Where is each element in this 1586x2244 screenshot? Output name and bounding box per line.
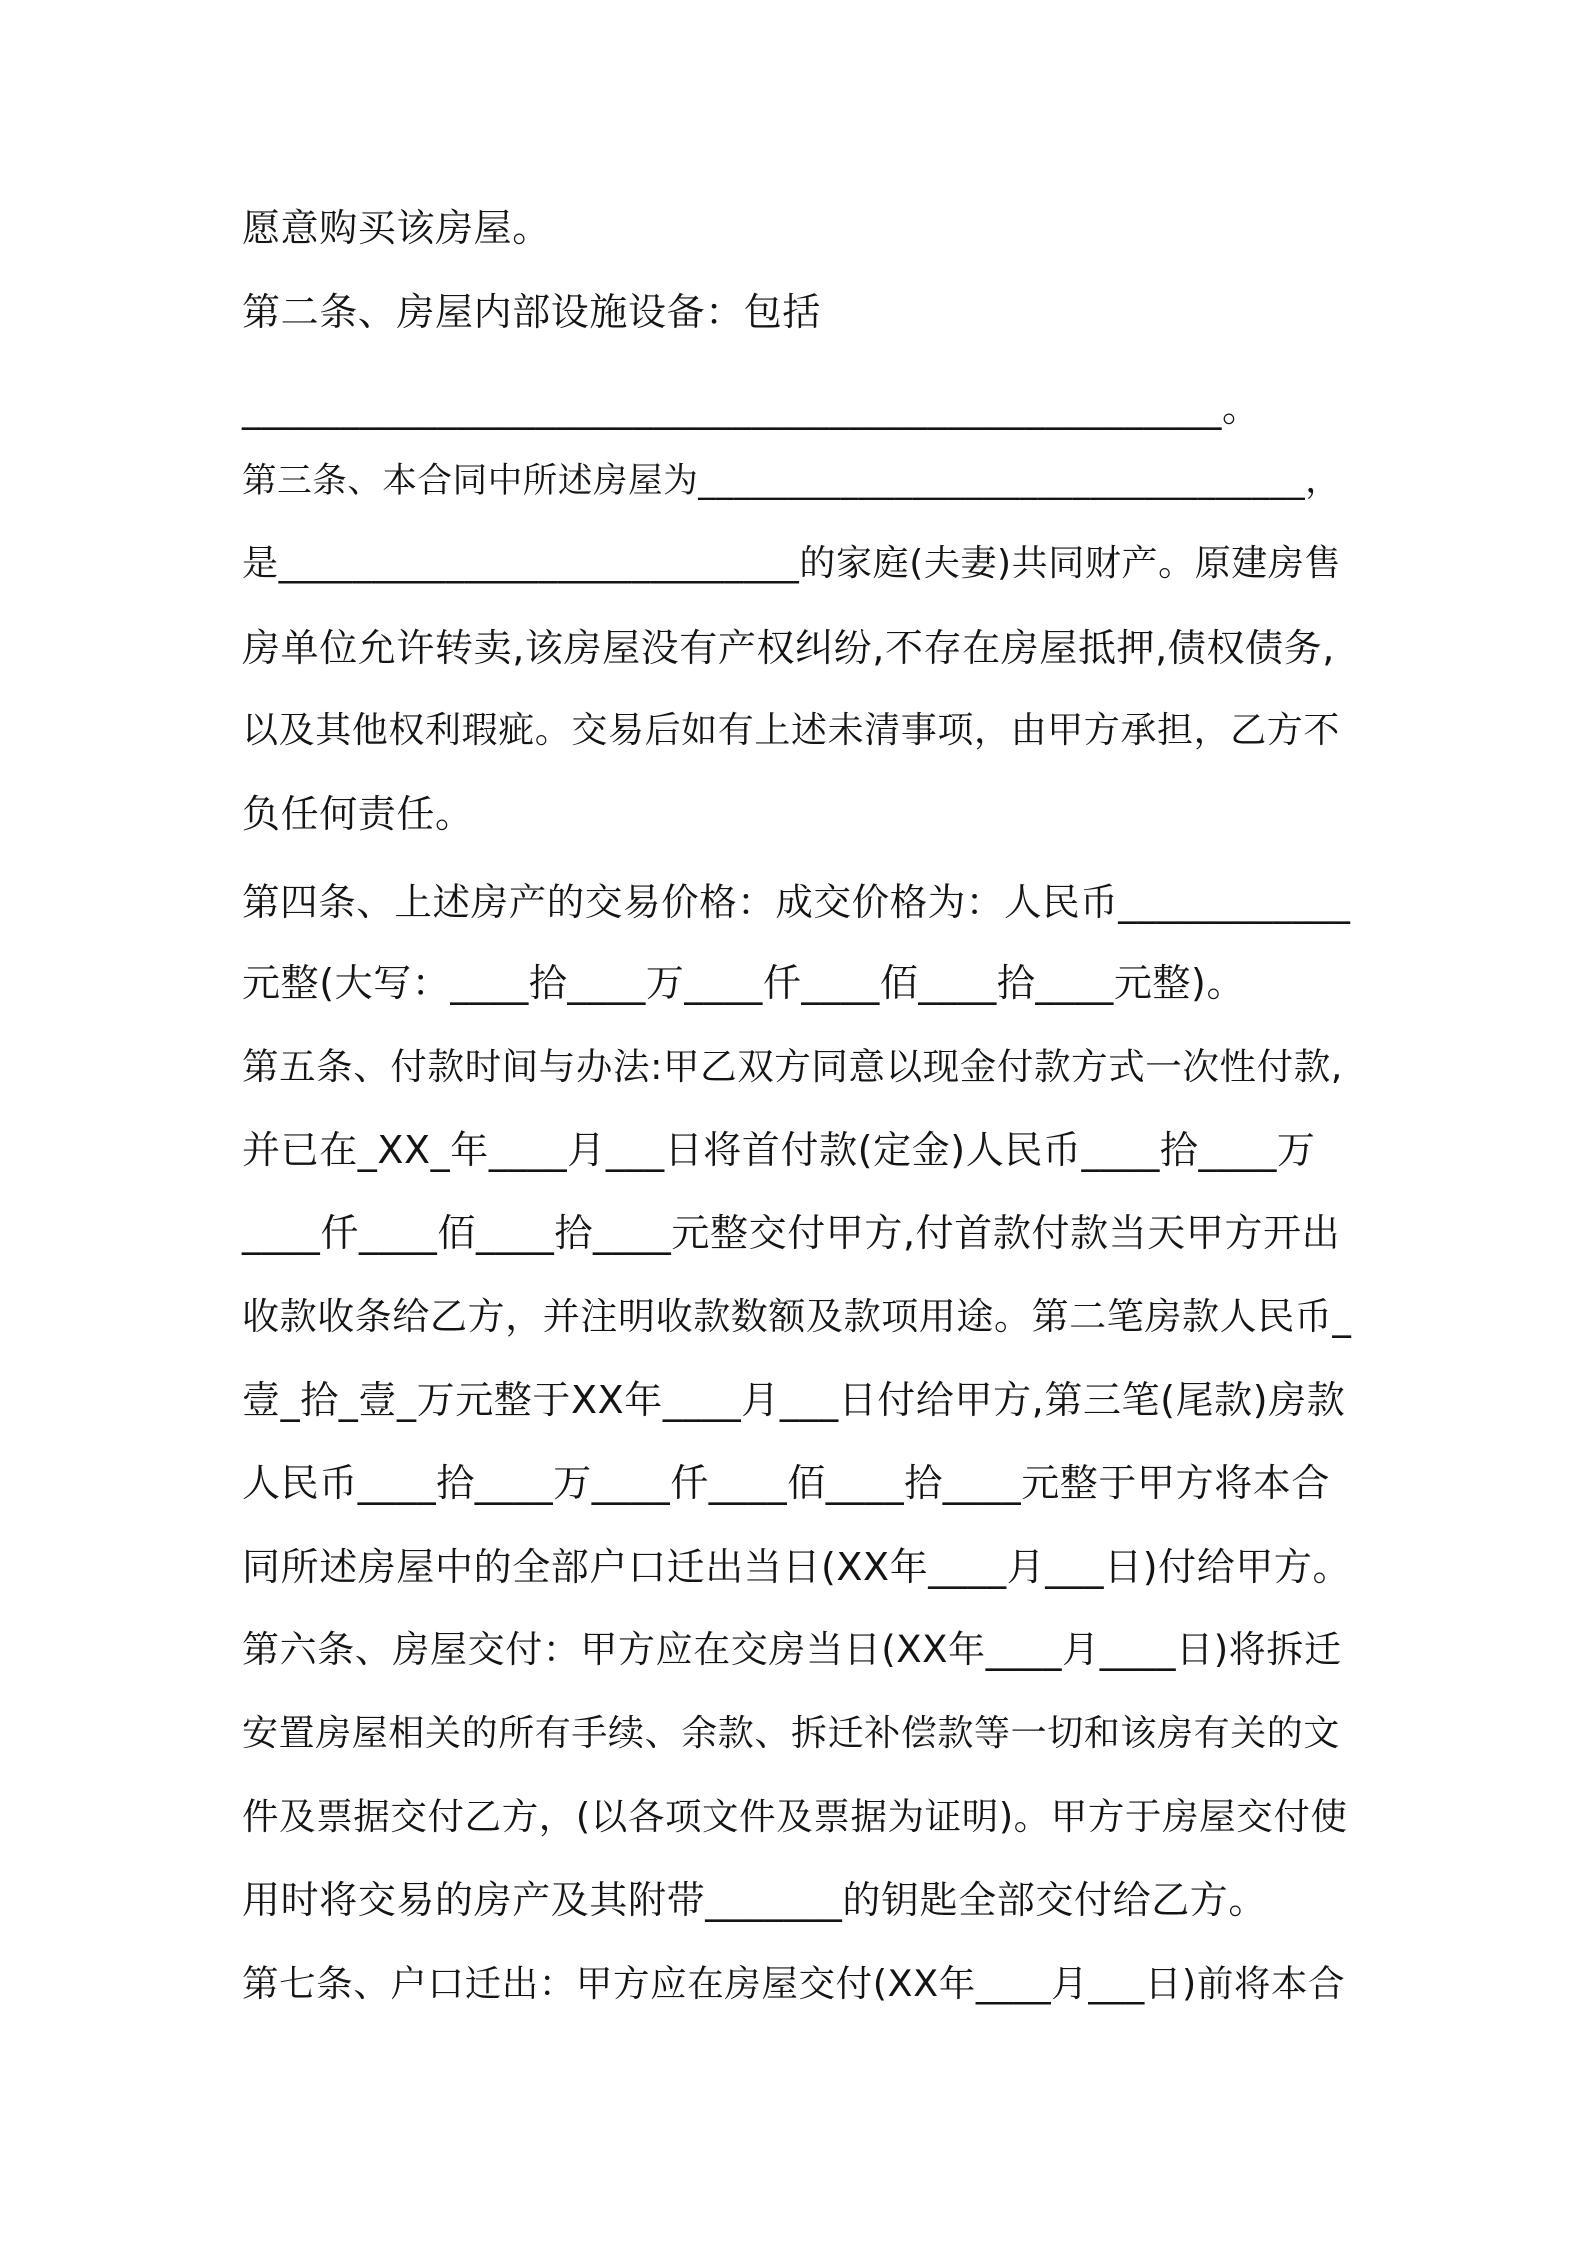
text-line: 第六条、房屋交付：甲方应在交房当日(XX年____月____日)将拆迁: [242, 1628, 1342, 1671]
text-line: 负任何责任。: [242, 792, 474, 836]
text-line: 以及其他权利瑕疵。交易后如有上述未清事项，由甲方承担，乙方不: [242, 710, 1341, 751]
text-line: 用时将交易的房产及其附带_______的钥匙全部交付给乙方。: [242, 1878, 1268, 1922]
text-line: 安置房屋相关的所有手续、余款、拆迁补偿款等一切和该房有关的文: [242, 1713, 1341, 1754]
text-line: 第七条、户口迁出：甲方应在房屋交付(XX年____月___日)前将本合: [242, 1962, 1346, 2005]
text-line: 收款收条给乙方，并注明收款数额及款项用途。第二笔房款人民币_: [242, 1295, 1352, 1338]
text-line: 房单位允许转卖,该房屋没有产权纠纷,不存在房屋抵押,债权债务,: [242, 626, 1335, 670]
text-line: 同所述房屋中的全部户口迁出当日(XX年____月___日)付给甲方。: [242, 1545, 1352, 1589]
text-line: 并已在_XX_年____月___日将首付款(定金)人民币____拾____万: [242, 1128, 1316, 1172]
text-line: 是____________________________的家庭(夫妻)共同财产。原建房售: [242, 543, 1342, 584]
text-line: 件及票据交付乙方，(以各项文件及票据为证明)。甲方于房屋交付使: [242, 1795, 1348, 1838]
text-line: 壹_拾_壹_万元整于XX年____月___日付给甲方,第三笔(尾款)房款: [242, 1378, 1346, 1422]
text-line: __________________________________________________。: [242, 386, 1261, 430]
text-line: 人民币____拾____万____仟____佰____拾____元整于甲方将本合: [242, 1461, 1331, 1505]
text-line: 元整(大写：____拾____万____仟____佰____拾____元整)。: [242, 961, 1246, 1005]
text-line: 第二条、房屋内部设施设备：包括: [242, 290, 822, 334]
text-line: 愿意购买该房屋。: [242, 206, 551, 250]
text-line: 第四条、上述房产的交易价格：成交价格为：人民币____________: [242, 880, 1351, 924]
text-line: ____仟____佰____拾____元整交付甲方,付首款付款当天甲方开出: [242, 1211, 1341, 1255]
text-line: 第五条、付款时间与办法:甲乙双方同意以现金付款方式一次性付款,: [242, 1045, 1343, 1088]
text-line: 第三条、本合同中所述房屋为__________________________________，: [242, 461, 1341, 501]
